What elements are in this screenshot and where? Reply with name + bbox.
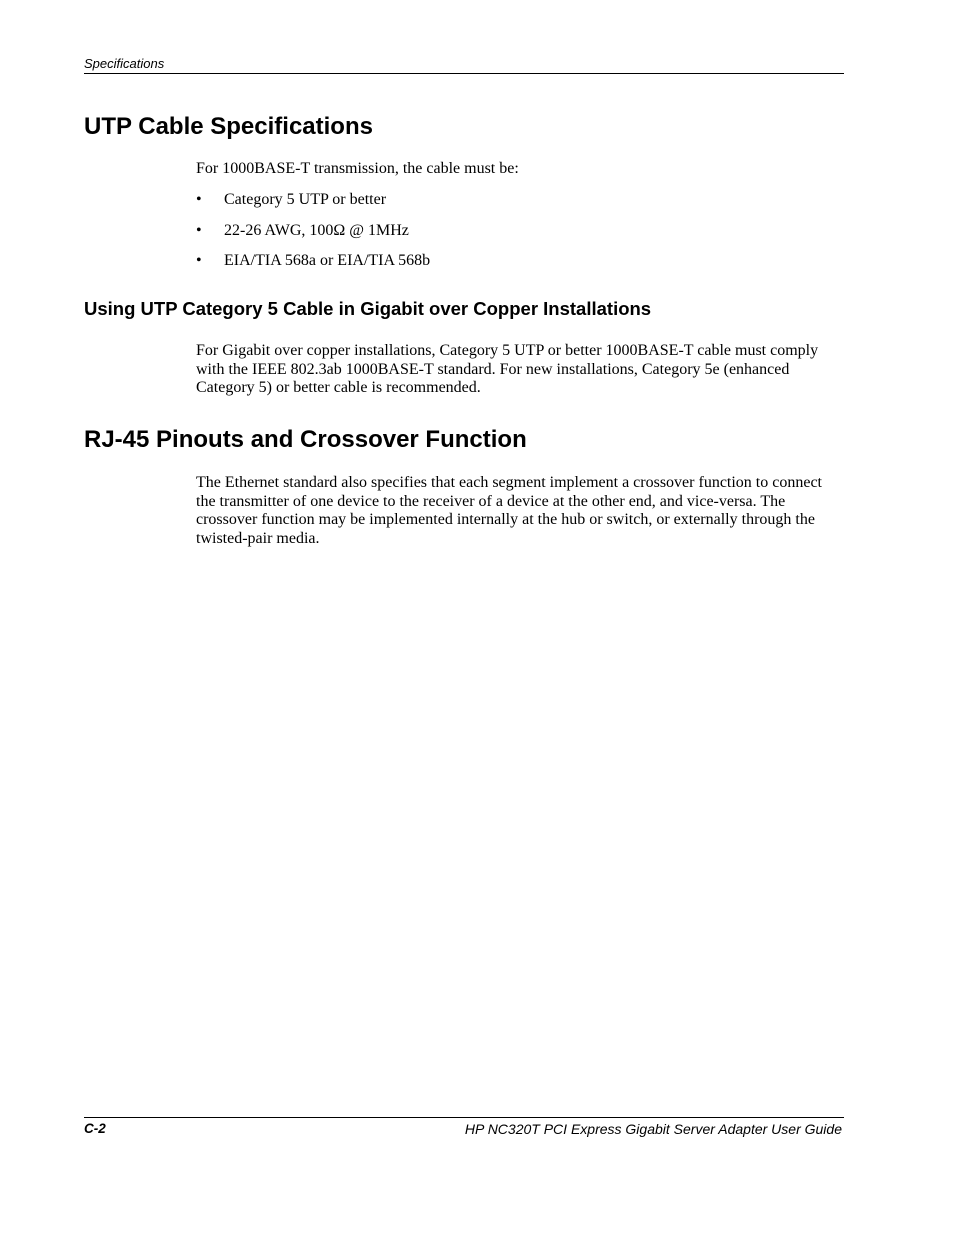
running-header: Specifications [84, 56, 165, 71]
heading-rj45-pinouts: RJ-45 Pinouts and Crossover Function [84, 426, 527, 453]
bullet-icon: • [196, 222, 202, 239]
gigabit-copper-paragraph: For Gigabit over copper installations, Category 5 UTP or better 1000BASE-T cable must comply with the IEEE 802.3ab 1000BASE-T standard. For new installations, Category 5e (enhanced Category 5) or better cable is recommended. [196, 342, 819, 397]
list-item-text: Category 5 UTP or better [224, 191, 387, 208]
footer-rule [84, 1117, 844, 1118]
bullet-icon: • [196, 252, 202, 269]
page-number: C-2 [84, 1121, 106, 1136]
heading-utp-cable-specifications: UTP Cable Specifications [84, 113, 373, 140]
list-item-text: EIA/TIA 568a or EIA/TIA 568b [224, 252, 431, 269]
heading-using-utp-category-5: Using UTP Category 5 Cable in Gigabit over Copper Installations [84, 298, 652, 319]
guide-title: HP NC320T PCI Express Gigabit Server Adapter User Guide [464, 1121, 842, 1137]
header-rule [84, 73, 844, 74]
utp-intro-text: For 1000BASE-T transmission, the cable must be: [196, 160, 519, 177]
crossover-paragraph: The Ethernet standard also specifies that each segment implement a crossover function to connect the transmitter of one device to the receiver of a device at the other end, and vice-versa. The crossover function may be implemented internally at the hub or switch, or externally through the twisted-pair media. [196, 474, 822, 547]
bullet-icon: • [196, 191, 202, 208]
list-item-text: 22-26 AWG, 100Ω @ 1MHz [224, 222, 409, 239]
